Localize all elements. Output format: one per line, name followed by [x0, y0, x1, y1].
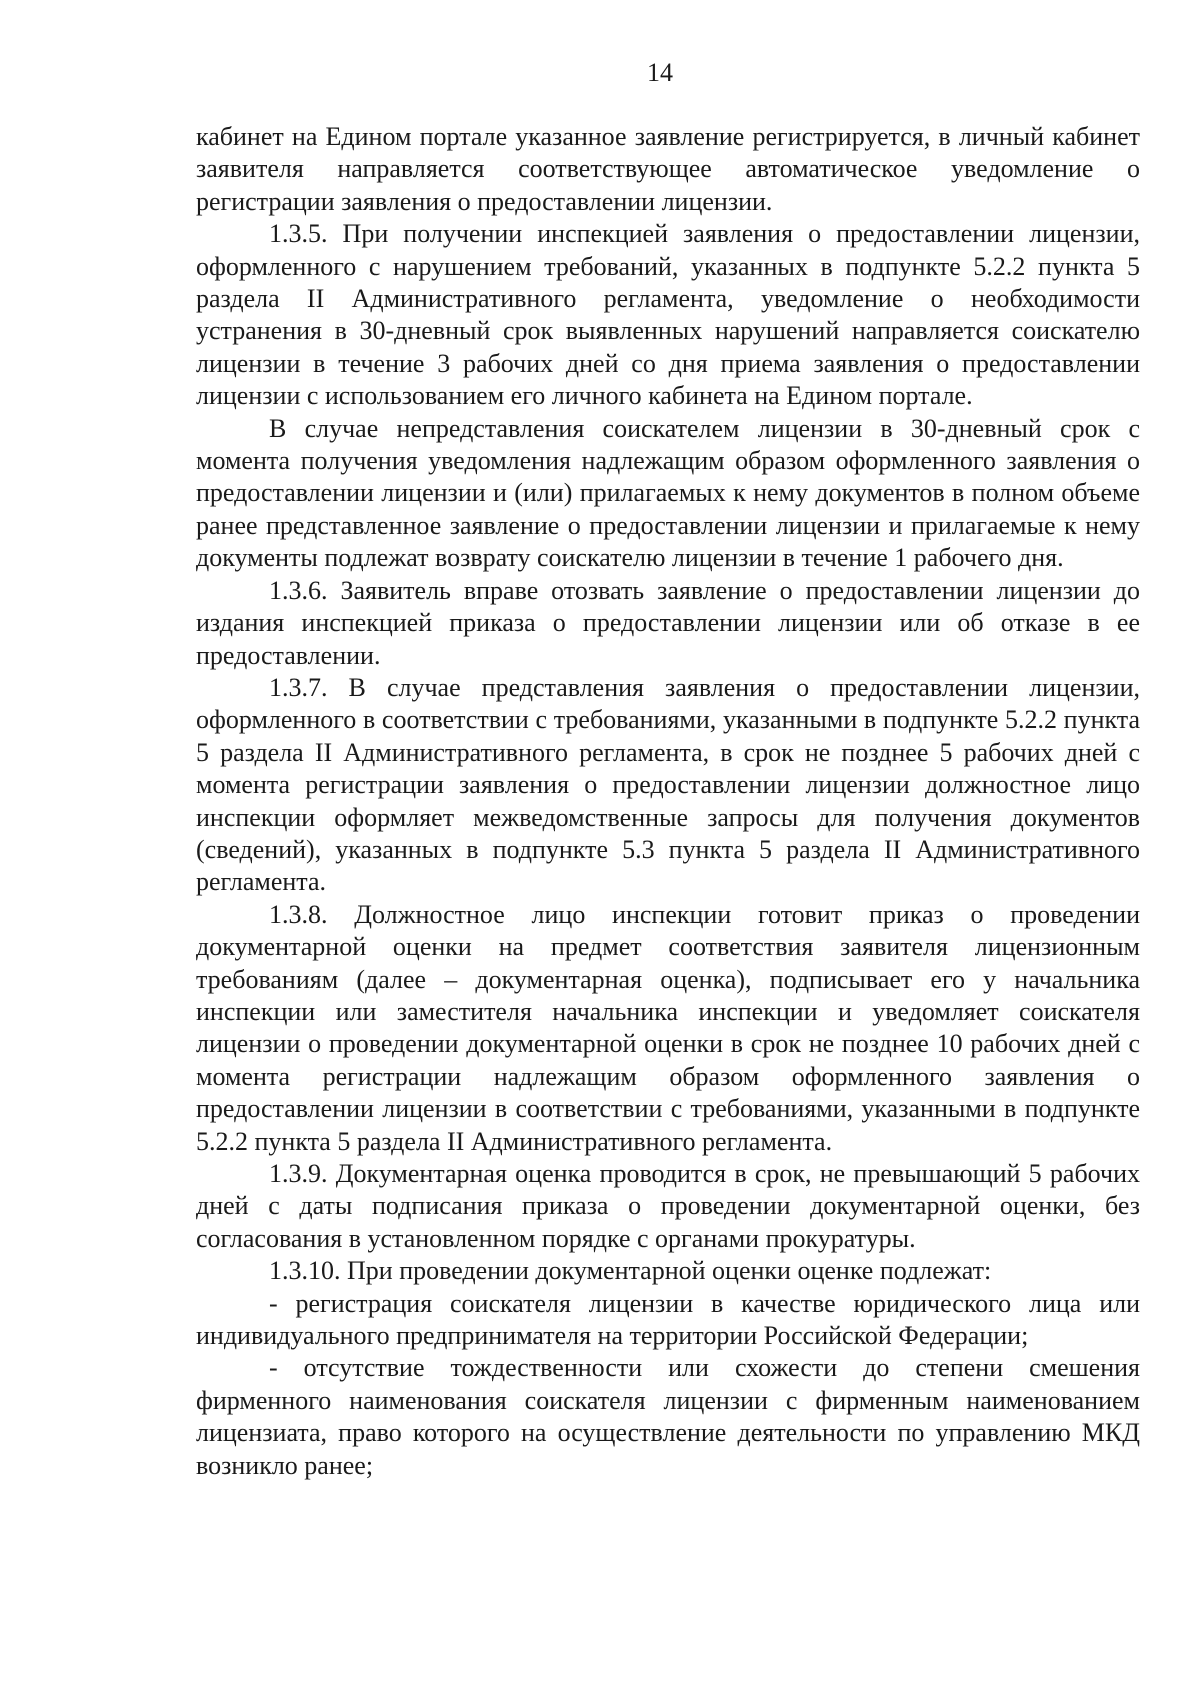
paragraph-1-3-9: 1.3.9. Документарная оценка проводится в срок, не превышающий 5 рабочих дней с даты подписания приказа о проведении документарной оценки, без согласования в установленном порядке с органами прокуратуры.	[196, 1159, 1140, 1253]
paragraph-1-3-8: 1.3.8. Должностное лицо инспекции готовит приказ о проведении документарной оценки на предмет соответствия заявителя лицензионным требованиям (далее – документарная оценка), подписывает его у начальника инспекции или заместителя начальника инспекции и уведомляет соискателя лицензии о проведении документарной оценки в срок не позднее 10 рабочих дней с момента регистрации надлежащим образом оформленного заявления о предоставлении лицензии в соответствии с требованиями, указанными в подпункте 5.2.2 пункта 5 раздела II Административного регламента.	[196, 899, 1140, 1156]
document-body	[196, 121, 1140, 1482]
list-item: - регистрация соискателя лицензии в качестве юридического лица или индивидуального предпринимателя на территории Российской Федерации;	[196, 1288, 1140, 1351]
paragraph-1-3-5: 1.3.5. При получении инспекцией заявления о предоставлении лицензии, оформленного с нарушением требований, указанных в подпункте 5.2.2 пункта 5 раздела II Административного регламента, уведомление о необходимости устранения в 30-дневный срок выявленных нарушений направляется соискателю лицензии в течение 3 рабочих дней со дня приема заявления о предоставлении лицензии с использованием его личного кабинета на Едином портале.	[196, 219, 1140, 411]
paragraph: кабинет на Едином портале указанное заявление регистрируется, в личный кабинет заявителя направляется соответствующее автоматическое уведомление о регистрации заявления о предоставлении лицензии.	[196, 122, 1140, 216]
paragraph-1-3-6: 1.3.6. Заявитель вправе отозвать заявление о предоставлении лицензии до издания инспекцией приказа о предоставлении лицензии или об отказе в ее предоставлении.	[196, 575, 1140, 670]
list-item: - отсутствие тождественности или схожести до степени смешения фирменного наименования соискателя лицензии с фирменным наименованием лицензиата, право которого на осуществление деятельности по управлению МКД возникло ранее;	[196, 1353, 1140, 1480]
paragraph-1-3-10: 1.3.10. При проведении документарной оценки оценке подлежат:	[269, 1256, 992, 1286]
paragraph: В случае непредставления соискателем лицензии в 30-дневный срок с момента получения уведомления надлежащим образом оформленного заявления о предоставлении лицензии и (или) прилагаемых к нему документов в полном объеме ранее представленное заявление о предоставлении лицензии и прилагаемые к нему документы подлежат возврату соискателю лицензии в течение 1 рабочего дня.	[196, 413, 1140, 573]
paragraph-1-3-7: 1.3.7. В случае представления заявления о предоставлении лицензии, оформленного в соответствии с требованиями, указанными в подпункте 5.2.2 пункта 5 раздела II Административного регламента, в срок не позднее 5 рабочих дней с момента регистрации заявления о предоставлении лицензии должностное лицо инспекции оформляет межведомственные запросы для получения документов (сведений), указанных в подпункте 5.3 пункта 5 раздела II Административного регламента.	[196, 672, 1140, 897]
page-number: 14	[647, 58, 673, 87]
